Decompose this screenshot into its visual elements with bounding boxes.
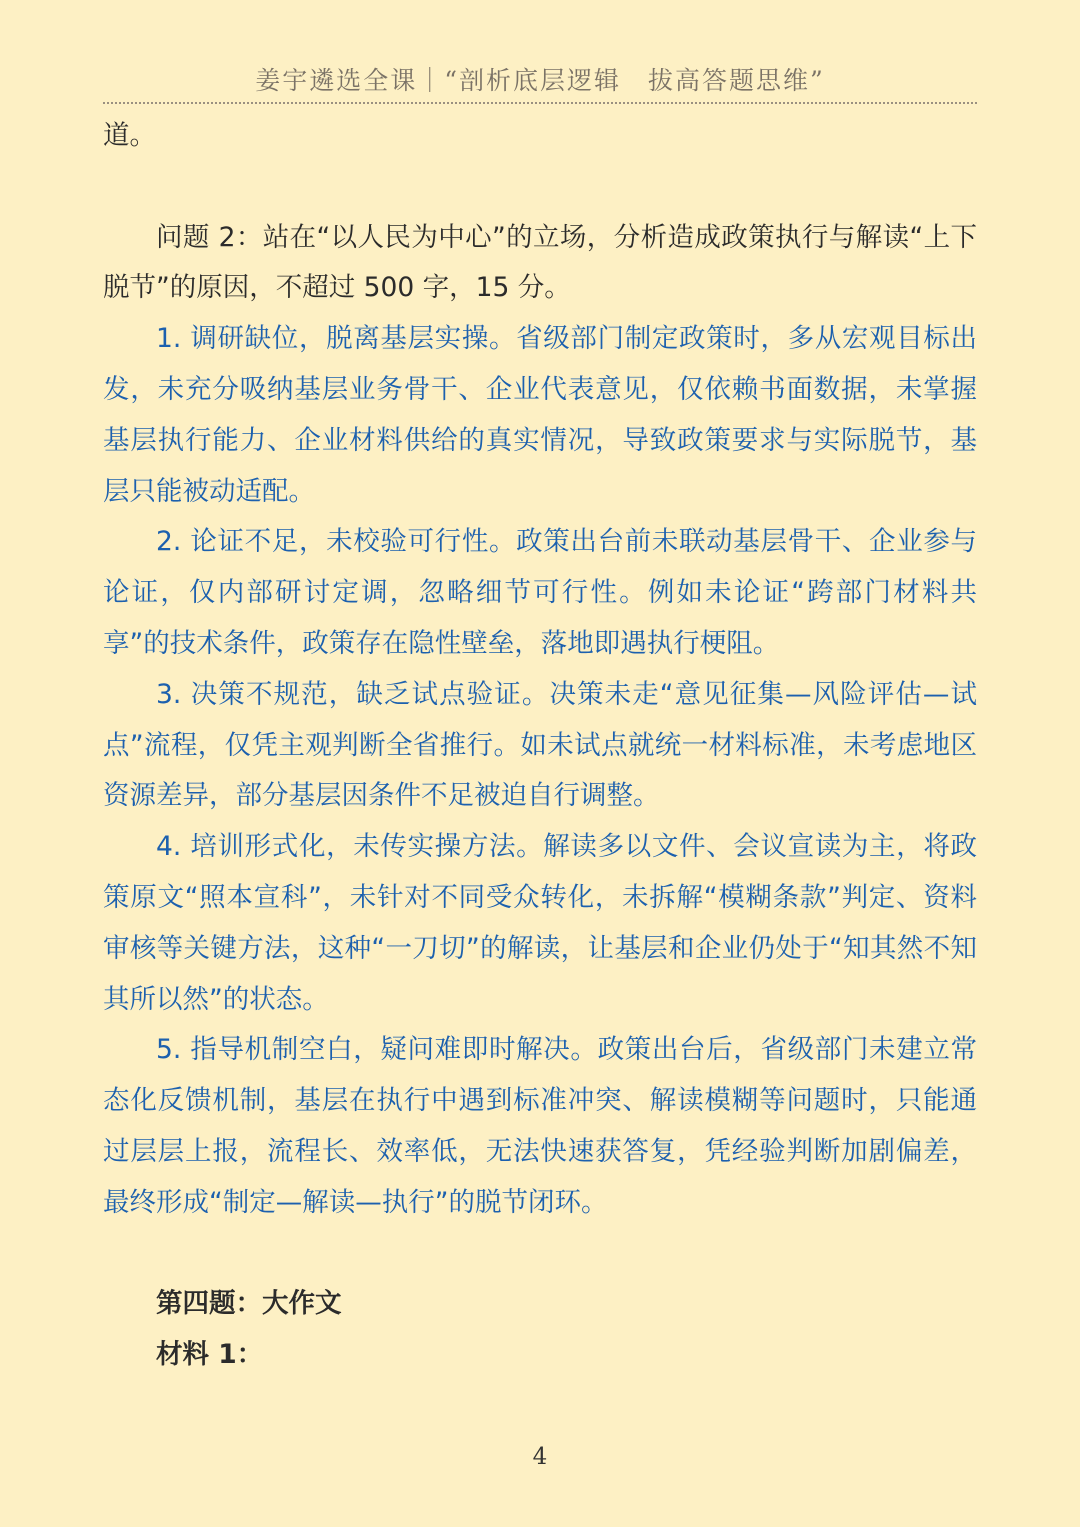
answer-point-5: 5. 指导机制空白，疑问难即时解决。政策出台后，省级部门未建立常态化反馈机制，基层在执行中遇到标准冲突、解读模糊等问题时，只能通过层层上报，流程长、效率低，无法快速获答复，凭经验判断加剧偏差，最终形成“制定—解读—执行”的脱节闭环。 [103,1034,977,1218]
answer-point-3: 3. 决策不规范，缺乏试点验证。决策未走“意见征集—风险评估—试点”流程，仅凭主观判断全省推行。如未试点就统一材料标准，未考虑地区资源差异，部分基层因条件不足被迫自行调整。 [103,678,977,812]
page-number: 4 [532,1444,548,1470]
page-content [103,111,977,1381]
page-header-title: 姜宇遴选全课｜“剖析底层逻辑 拔高答题思维” [255,66,825,95]
continuation-text: 道。 [103,120,156,151]
answer-point-4: 4. 培训形式化，未传实操方法。解读多以文件、会议宣读为主，将政策原文“照本宣科”，未针对不同受众转化，未拆解“模糊条款”判定、资料审核等关键方法，这种“一刀切”的解读，让基层和企业仍处于“知其然不知其所以然”的状态。 [103,831,977,1015]
answer-point-2: 2. 论证不足，未校验可行性。政策出台前未联动基层骨干、企业参与论证，仅内部研讨定调，忽略细节可行性。例如未论证“跨部门材料共享”的技术条件，政策存在隐性壁垒，落地即遇执行梗阻。 [103,526,977,659]
header-dotted-divider [103,102,977,104]
answer-point-1: 1. 调研缺位，脱离基层实操。省级部门制定政策时，多从宏观目标出发，未充分吸纳基层业务骨干、企业代表意见，仅依赖书面数据，未掌握基层执行能力、企业材料供给的真实情况，导致政策要求与实际脱节，基层只能被动适配。 [103,323,977,507]
section-title: 第四题：大作文 [156,1288,342,1320]
material-label: 材料 1： [156,1339,264,1371]
question-2-text: 问题 2：站在“以人民为中心”的立场，分析造成政策执行与解读“上下脱节”的原因，不超过 500 字，15 分。 [103,221,977,304]
